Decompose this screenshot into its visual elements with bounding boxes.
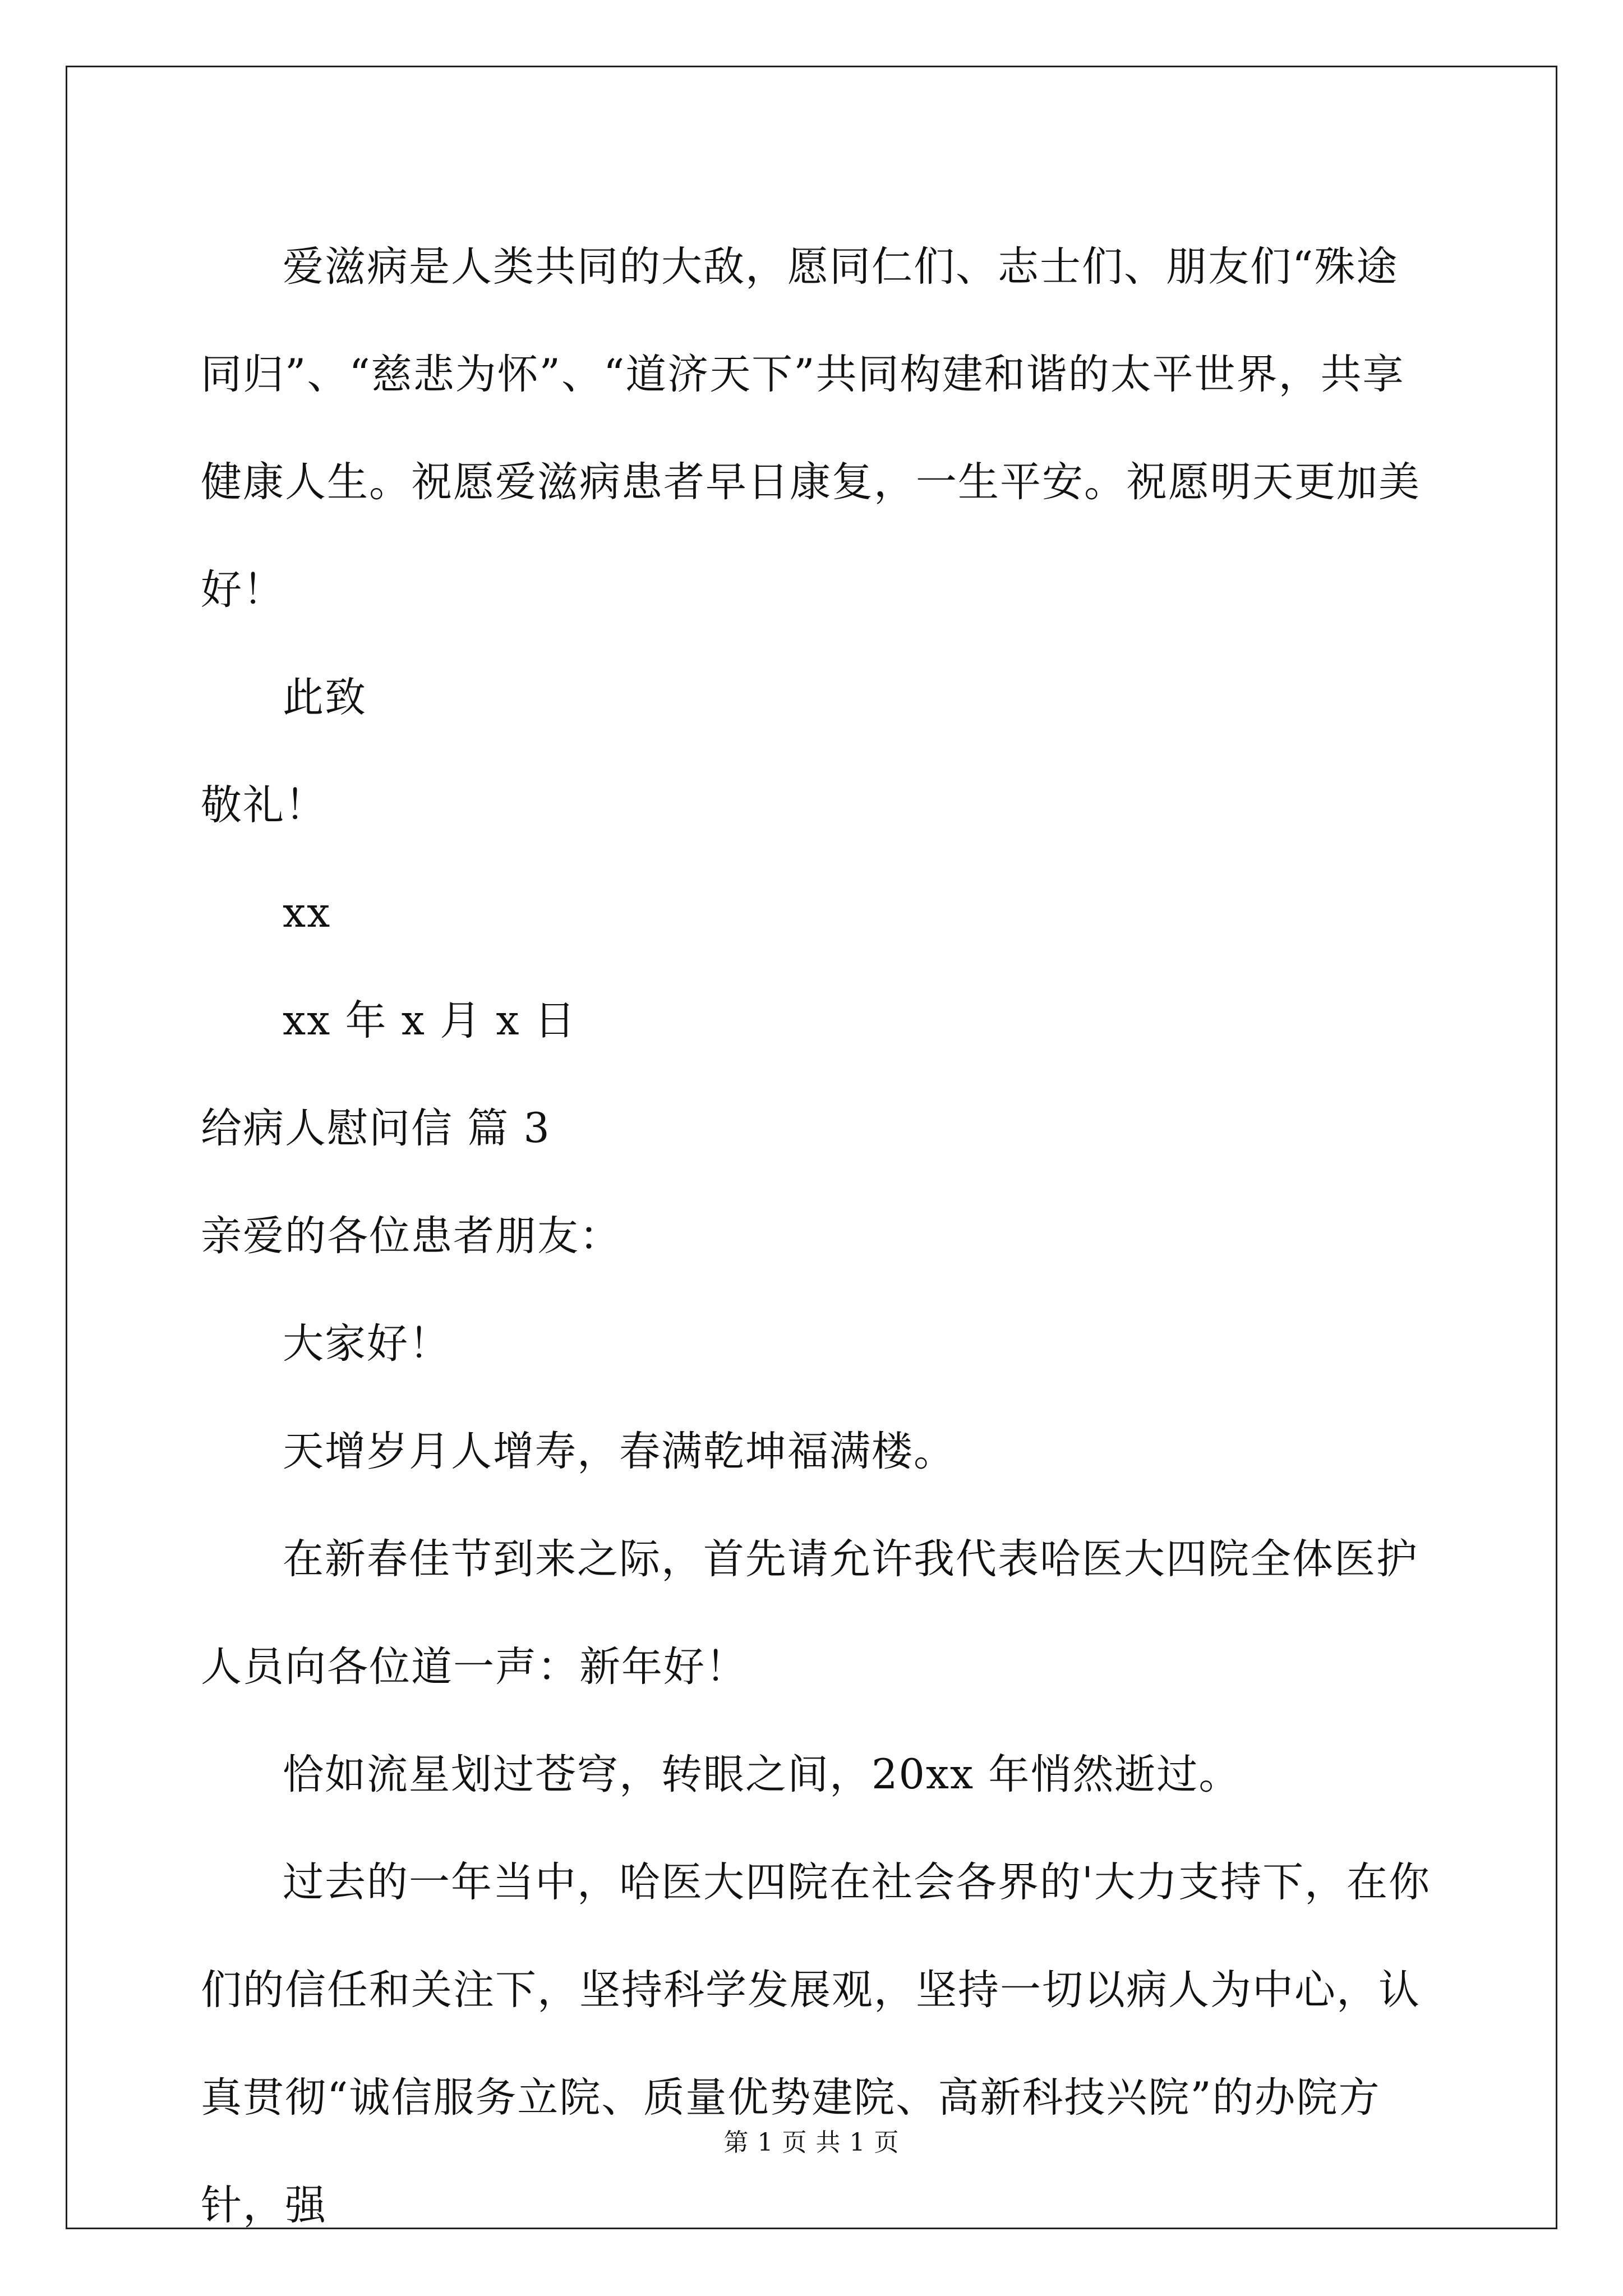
- signature-date: xx 年 x 月 x 日: [283, 997, 577, 1045]
- paragraph-aids-wishes: 爱滋病是人类共同的大敌，愿同仁们、志士们、朋友们“殊途同归”、“慈悲为怀”、“道济天下”共同构建和谐的太平世界，共享健康人生。祝愿爱滋病患者早日康复，一生平安。祝愿明天更加美好！: [201, 243, 1421, 614]
- document-body: [201, 213, 1433, 2260]
- greeting: 大家好！: [283, 1320, 451, 1368]
- salutation: 亲爱的各位患者朋友：: [201, 1212, 621, 1260]
- paragraph-year-passed: 恰如流星划过苍穹，转眼之间，20xx 年悄然逝过。: [283, 1751, 1241, 1798]
- paragraph-past-year: 过去的一年当中，哈医大四院在社会各界的'大力支持下，在你们的信任和关注下，坚持科学发展观，坚持一切以病人为中心，认真贯彻“诚信服务立院、质量优势建院、高新科技兴院”的办院方针，强: [201, 1858, 1431, 2229]
- page-footer: 第 1 页 共 1 页: [723, 2128, 900, 2157]
- paragraph-new-year: 在新春佳节到来之际，首先请允许我代表哈医大四院全体医护人员向各位道一声：新年好！: [201, 1535, 1418, 1691]
- closing-cizhi: 此致: [283, 674, 367, 721]
- signature-name: xx: [283, 889, 331, 937]
- paragraph-couplet: 天增岁月人增寿，春满乾坤福满楼。: [283, 1428, 956, 1475]
- closing-jingli: 敬礼！: [201, 781, 327, 829]
- section-heading: 给病人慰问信 篇 3: [201, 1105, 551, 1152]
